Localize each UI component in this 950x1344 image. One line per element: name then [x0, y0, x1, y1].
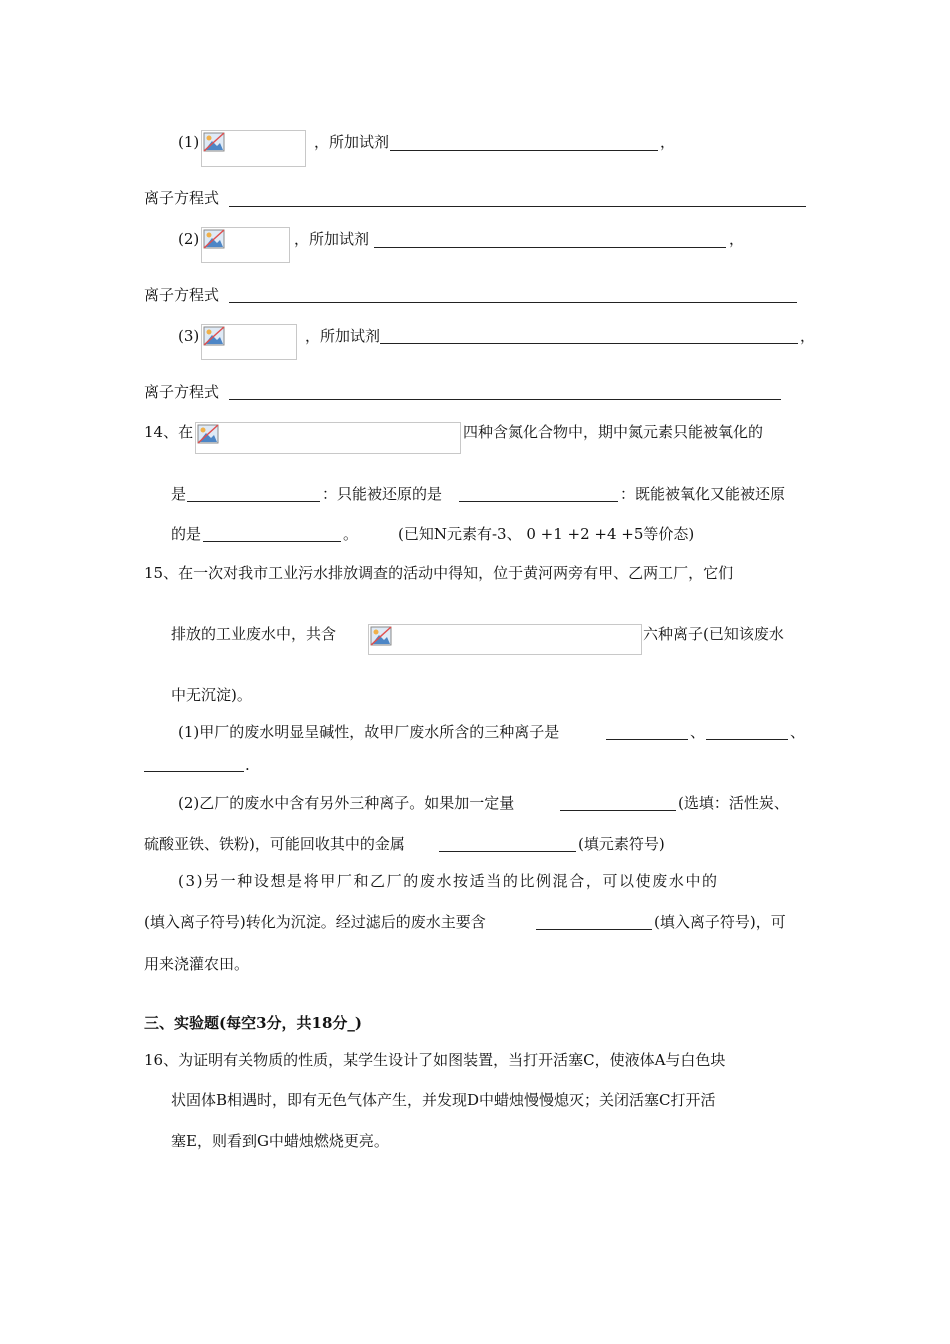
formula-image-3: [201, 324, 297, 360]
metal-blank[interactable]: [439, 851, 576, 852]
q14-prefix: 14、在: [144, 423, 194, 441]
ions-image: [368, 624, 642, 655]
section-3-title: 三、实验题(每空3分，共18分_): [144, 1014, 363, 1032]
q16-line1: 16、为证明有关物质的性质，某学生设计了如图装置，当打开活塞C，使液体A与白色块: [144, 1051, 726, 1069]
q14-line2-c: ：既能被氧化又能被还原: [620, 485, 786, 503]
both-blank[interactable]: [203, 541, 341, 542]
broken-image-icon: [203, 326, 225, 346]
reduced-only-blank[interactable]: [459, 501, 618, 502]
oxidized-only-blank[interactable]: [187, 501, 320, 502]
q15-line1: 15、在一次对我市工业污水排放调查的活动中得知，位于黄河两旁有甲、乙两工厂，它们: [144, 564, 734, 582]
ion-blank-1[interactable]: [606, 739, 688, 740]
q14-line3-b: 。: [343, 525, 359, 543]
formula-image-2: [201, 227, 290, 263]
q15-p3-d: 用来浇灌农田。: [144, 955, 250, 973]
q15-p2-a: (2)乙厂的废水中含有另外三种离子。如果加一定量: [178, 794, 515, 812]
reagent-blank-2[interactable]: [374, 247, 726, 248]
ion-blank-3[interactable]: [144, 771, 244, 772]
ion-blank-2[interactable]: [706, 739, 788, 740]
reagent-label-3: ，所加试剂: [305, 327, 381, 345]
broken-image-icon: [203, 229, 225, 249]
reagent-blank-3[interactable]: [380, 343, 798, 344]
q15-line2-a: 排放的工业废水中，共含: [171, 625, 337, 643]
reagent-blank-1[interactable]: [390, 150, 658, 151]
q14-line1-suffix: 四种含氮化合物中，期中氮元素只能被氧化的: [463, 423, 764, 441]
q14-line3-a: 的是: [171, 525, 202, 543]
broken-image-icon: [203, 132, 225, 152]
equation-blank-2[interactable]: [229, 302, 797, 303]
q16-line2: 状固体B相遇时，即有无色气体产生，并发现D中蜡烛慢慢熄灭；关闭活塞C打开活: [171, 1091, 716, 1109]
q15-p1: (1)甲厂的废水明显呈碱性，故甲厂废水所含的三种离子是: [178, 723, 560, 741]
broken-image-icon: [370, 626, 392, 646]
q15-p1-end: .: [245, 756, 250, 774]
q15-p3-b: (填入离子符号)转化为沉淀。经过滤后的废水主要含: [144, 913, 486, 931]
q15-line2-b: 六种离子(已知该废水: [643, 625, 784, 643]
item-2-label: (2): [178, 230, 200, 248]
q15-p3-c: (填入离子符号)，可: [654, 913, 786, 931]
q15-p2-b: (选填：活性炭、: [678, 794, 789, 812]
equation-blank-3[interactable]: [229, 399, 781, 400]
nitrogen-compounds-image: [195, 422, 461, 454]
reagent-label-1: ，所加试剂: [314, 133, 390, 151]
comma-1: ，: [660, 133, 676, 151]
comma-2: ，: [729, 230, 745, 248]
equation-label-3: 离子方程式: [144, 383, 220, 401]
q15-line3: 中无沉淀)。: [171, 686, 252, 704]
q15-p3-a: (3)另一种设想是将甲厂和乙厂的废水按适当的比例混合，可以使废水中的: [178, 872, 719, 890]
q15-p2-c: 硫酸亚铁、铁粉)，可能回收其中的金属: [144, 835, 405, 853]
comma-3: ，: [800, 327, 816, 345]
q16-line3: 塞E，则看到G中蜡烛燃烧更亮。: [171, 1132, 389, 1150]
reagent-label-2: ，所加试剂: [294, 230, 370, 248]
equation-blank-1[interactable]: [229, 206, 806, 207]
q14-line2-b: ：只能被还原的是: [322, 485, 443, 503]
q14-line2-a: 是: [171, 485, 187, 503]
broken-image-icon: [197, 424, 219, 444]
q15-p2-d: (填元素符号): [578, 835, 665, 853]
q15-p1-sep1: 、: [690, 723, 706, 741]
equation-label-2: 离子方程式: [144, 286, 220, 304]
additive-blank[interactable]: [560, 810, 676, 811]
remaining-ion-blank[interactable]: [536, 929, 652, 930]
q15-p1-sep2: 、: [790, 723, 806, 741]
item-3-label: (3): [178, 327, 200, 345]
q14-valence-note: (已知N元素有-3、 0 +1 +2 +4 +5等价态): [398, 525, 695, 543]
formula-image-1: [201, 130, 306, 167]
item-1-label: (1): [178, 133, 200, 151]
equation-label-1: 离子方程式: [144, 189, 220, 207]
